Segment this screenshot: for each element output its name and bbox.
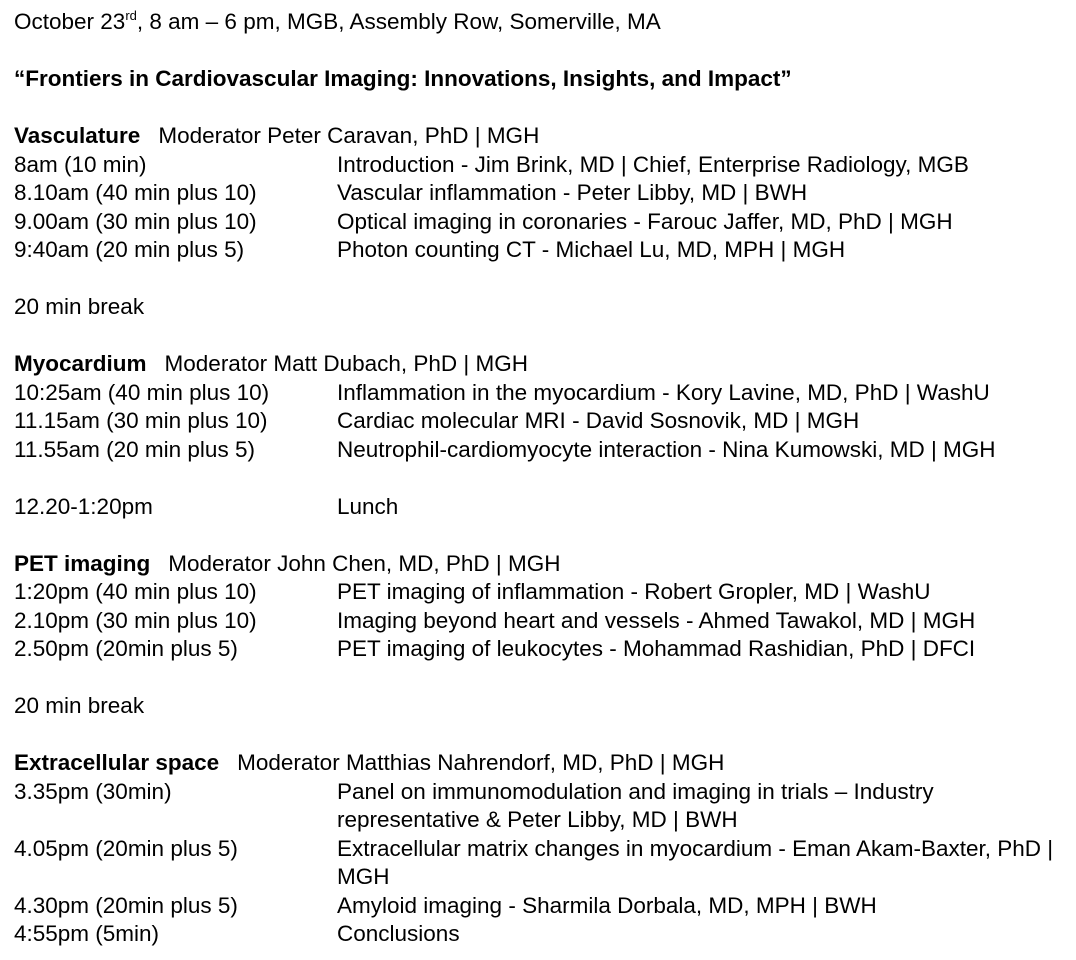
section-title: PET imaging <box>14 550 151 576</box>
lunch-row <box>14 493 1076 522</box>
agenda-time: 8.10am (40 min plus 10) <box>14 180 257 205</box>
agenda-row <box>14 835 1076 892</box>
agenda-talk: Conclusions <box>337 921 460 946</box>
agenda-time: 4.05pm (20min plus 5) <box>14 835 238 861</box>
agenda-row <box>14 236 1076 265</box>
agenda-time: 8am (10 min) <box>14 151 147 177</box>
agenda-row <box>14 151 1076 180</box>
agenda-talk: Inflammation in the myocardium - Kory Lavine, MD, PhD | WashU <box>337 379 990 405</box>
date-ordinal-suffix: rd <box>125 8 137 23</box>
agenda-row <box>14 179 1076 208</box>
agenda-talk: Cardiac molecular MRI - David Sosnovik, MD | MGH <box>337 408 860 433</box>
agenda-time: 4.30pm (20min plus 5) <box>14 892 238 918</box>
break-2: 20 min break <box>14 693 145 718</box>
agenda-talk: Amyloid imaging - Sharmila Dorbala, MD, MPH | BWH <box>337 892 877 918</box>
agenda-row <box>14 778 1076 835</box>
agenda-talk: Neutrophil-cardiomyocyte interaction - Nina Kumowski, MD | MGH <box>337 436 996 462</box>
agenda-row <box>14 379 1076 408</box>
agenda-talk: Imaging beyond heart and vessels - Ahmed Tawakol, MD | MGH <box>337 607 976 633</box>
agenda-row <box>14 607 1076 636</box>
agenda-time: 4:55pm (5min) <box>14 921 160 946</box>
agenda-talk: PET imaging of inflammation - Robert Gropler, MD | WashU <box>337 579 931 604</box>
section-header-pet-imaging <box>14 550 1076 579</box>
section-title: Vasculature <box>14 123 141 148</box>
event-time-location: , 8 am – 6 pm, MGB, Assembly Row, Somerville, MA <box>136 9 661 34</box>
agenda-time: 9.00am (30 min plus 10) <box>14 208 257 234</box>
event-title: “Frontiers in Cardiovascular Imaging: Innovations, Insights, and Impact” <box>14 66 792 91</box>
agenda-time: 2.10pm (30 min plus 10) <box>14 607 257 633</box>
section-title: Myocardium <box>14 351 147 376</box>
agenda-time: 9:40am (20 min plus 5) <box>14 237 245 262</box>
agenda-time: 3.35pm (30min) <box>14 778 172 804</box>
event-date-location <box>14 8 1076 37</box>
agenda-talk: Optical imaging in coronaries - Farouc Jaffer, MD, PhD | MGH <box>337 208 953 234</box>
section-moderator: Moderator John Chen, MD, PhD | MGH <box>168 550 561 576</box>
agenda-row <box>14 407 1076 436</box>
section-title: Extracellular space <box>14 750 220 775</box>
lunch-time: 12.20-1:20pm <box>14 493 153 519</box>
agenda-talk: Extracellular matrix changes in myocardium - Eman Akam-Baxter, PhD | MGH <box>337 835 1054 889</box>
agenda-row <box>14 436 1076 465</box>
lunch-label: Lunch <box>337 493 399 519</box>
agenda-talk: PET imaging of leukocytes - Mohammad Rashidian, PhD | DFCI <box>337 636 976 661</box>
agenda-talk: Introduction - Jim Brink, MD | Chief, Enterprise Radiology, MGB <box>337 151 969 177</box>
event-date: October 23 <box>14 9 126 34</box>
break-1: 20 min break <box>14 294 145 319</box>
section-moderator: Moderator Matt Dubach, PhD | MGH <box>164 351 529 376</box>
section-header-extracellular-space <box>14 749 1076 778</box>
agenda-talk: Photon counting CT - Michael Lu, MD, MPH | MGH <box>337 237 846 262</box>
agenda-row <box>14 208 1076 237</box>
agenda-row <box>14 578 1076 607</box>
agenda-row <box>14 892 1076 921</box>
section-header-vasculature <box>14 122 1076 151</box>
agenda-time: 11.55am (20 min plus 5) <box>14 436 255 462</box>
agenda-time: 2.50pm (20min plus 5) <box>14 636 238 661</box>
agenda-time: 10:25am (40 min plus 10) <box>14 379 270 405</box>
section-moderator: Moderator Matthias Nahrendorf, MD, PhD | MGH <box>237 750 725 775</box>
agenda-row <box>14 920 1076 949</box>
agenda-talk: Vascular inflammation - Peter Libby, MD | BWH <box>337 180 808 205</box>
agenda-talk: Panel on immunomodulation and imaging in trials – Industry representative & Peter Libby, MD | BWH <box>337 778 934 832</box>
agenda-time: 1:20pm (40 min plus 10) <box>14 579 257 604</box>
section-moderator: Moderator Peter Caravan, PhD | MGH <box>158 123 540 148</box>
agenda-time: 11.15am (30 min plus 10) <box>14 408 268 433</box>
agenda-row <box>14 635 1076 664</box>
section-header-myocardium <box>14 350 1076 379</box>
